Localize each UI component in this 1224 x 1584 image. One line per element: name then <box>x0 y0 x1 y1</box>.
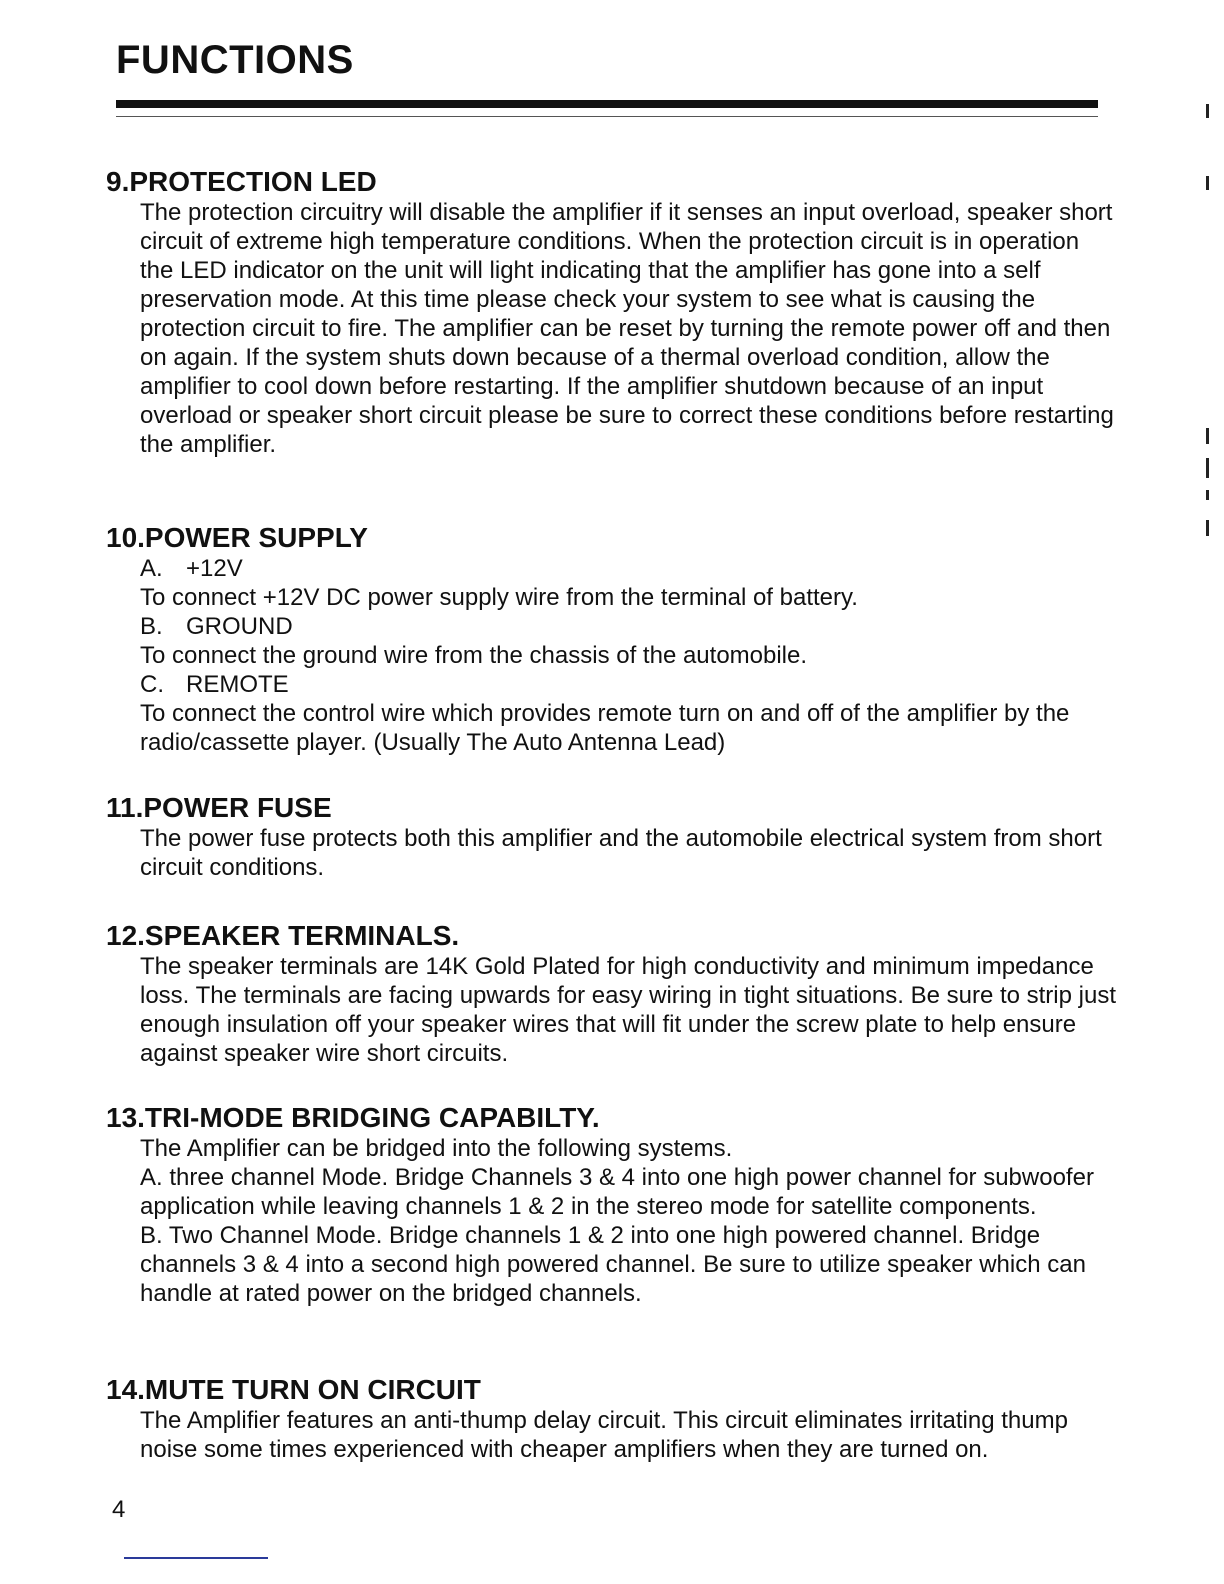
section-paragraph: The Amplifier features an anti-thump delay circuit. This circuit eliminates irritating thump noise some times experienced with cheaper amplifiers when they are turned on. <box>140 1407 1068 1463</box>
section-mute-turn-on <box>106 1374 1116 1464</box>
edge-mark <box>1206 104 1209 118</box>
section-heading: 9.PROTECTION LED <box>106 166 377 197</box>
sub-item-text: To connect +12V DC power supply wire from the terminal of battery. <box>140 584 858 611</box>
section-paragraph: The Amplifier can be bridged into the following systems. <box>140 1135 733 1162</box>
page-number: 4 <box>112 1496 126 1523</box>
edge-mark <box>1206 458 1209 478</box>
header-rule-thick <box>116 100 1098 108</box>
section-protection-led <box>106 166 1116 459</box>
section-heading: 12.SPEAKER TERMINALS. <box>106 920 460 951</box>
section-heading: 14.MUTE TURN ON CIRCUIT <box>106 1374 481 1405</box>
sub-item-heading: C. REMOTE <box>140 671 289 698</box>
section-power-supply <box>106 522 1116 757</box>
bottom-scan-line <box>124 1557 268 1559</box>
section-paragraph: The speaker terminals are 14K Gold Plated for high conductivity and minimum impedance loss. The terminals are facing upwards for easy wiring in tight situations. Be sure to strip just enough insulation off your speaker wires that will fit under the screw plate to help ensure against speaker wire short circuits. <box>140 953 1116 1067</box>
edge-mark <box>1206 490 1209 500</box>
edge-mark <box>1206 520 1209 536</box>
header-rule-thin <box>116 116 1098 117</box>
edge-mark <box>1206 428 1209 444</box>
section-heading: 13.TRI-MODE BRIDGING CAPABILTY. <box>106 1102 600 1133</box>
section-tri-mode-bridging <box>106 1102 1116 1308</box>
sub-item-heading: A. +12V <box>140 555 243 582</box>
sub-item-text: To connect the ground wire from the chassis of the automobile. <box>140 642 808 669</box>
section-speaker-terminals <box>106 920 1116 1068</box>
section-heading: 10.POWER SUPPLY <box>106 522 368 553</box>
section-power-fuse <box>106 792 1116 882</box>
section-paragraph: A. three channel Mode. Bridge Channels 3 & 4 into one high power channel for subwoofer application while leaving channels 1 & 2 in the stereo mode for satellite components. <box>140 1164 1094 1220</box>
page-title: FUNCTIONS <box>116 38 354 82</box>
edge-mark <box>1206 176 1209 190</box>
section-paragraph: The protection circuitry will disable the amplifier if it senses an input overload, speaker short circuit of extreme high temperature conditions. When the protection circuit is in operation the LED indicator on the unit will light indicating that the amplifier has gone into a self preservation mode. At this time please check your system to see what is causing the protection circuit to fire. The amplifier can be reset by turning the remote power off and then on again. If the system shuts down because of a thermal overload condition, allow the amplifier to cool down before restarting. If the amplifier shutdown because of an input overload or speaker short circuit please be sure to correct these conditions before restarting the amplifier. <box>140 199 1114 458</box>
section-paragraph: B. Two Channel Mode. Bridge channels 1 & 2 into one high powered channel. Bridge channels 3 & 4 into a second high powered channel. Be sure to utilize speaker which can handle at rated power on the bridged channels. <box>140 1222 1086 1307</box>
sub-item-heading: B. GROUND <box>140 613 293 640</box>
section-paragraph: The power fuse protects both this amplifier and the automobile electrical system from short circuit conditions. <box>140 825 1102 881</box>
scan-edge-marks <box>1206 0 1224 1584</box>
section-heading: 11.POWER FUSE <box>106 792 332 823</box>
sub-item-text: To connect the control wire which provides remote turn on and off of the amplifier by the radio/cassette player. (Usually The Auto Antenna Lead) <box>140 700 1070 756</box>
